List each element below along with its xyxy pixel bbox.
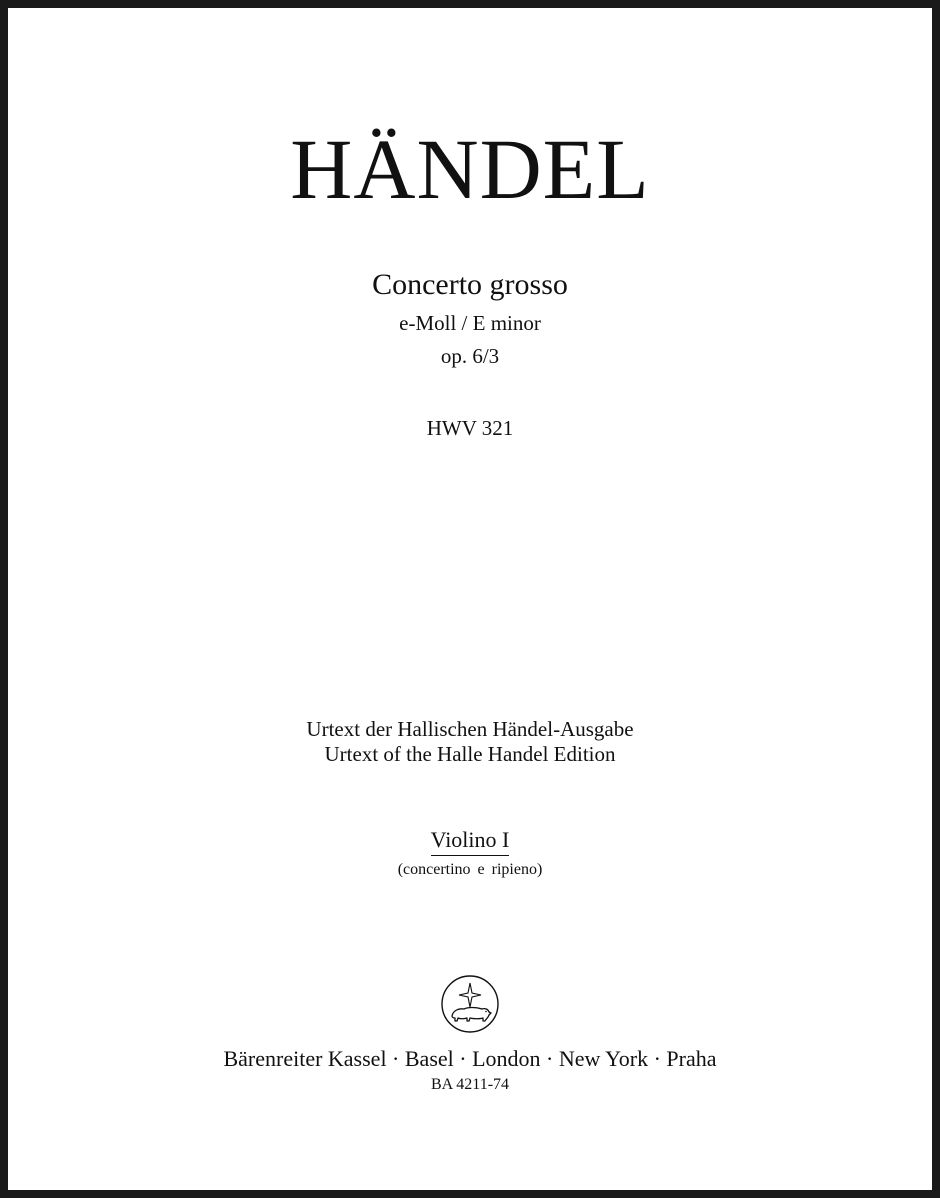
part-name xyxy=(8,829,932,856)
urtext-note-german: Urtext der Hallischen Händel-Ausgabe xyxy=(306,717,634,741)
catalogue-number: HWV 321 xyxy=(426,416,514,440)
publisher-line: Bärenreiter Kassel · Basel · London · New York · Praha xyxy=(223,1046,717,1071)
urtext-note-english: Urtext of the Halle Handel Edition xyxy=(324,742,616,766)
work-title: Concerto grosso xyxy=(372,268,568,301)
part-detail: (concertino e ripieno) xyxy=(397,861,543,878)
baerenreiter-bear-star-logo-icon xyxy=(440,974,500,1034)
composer-name: HÄNDEL xyxy=(290,121,650,217)
part-label: Violino I xyxy=(431,829,510,856)
opus-number: op. 6/3 xyxy=(440,344,500,368)
work-key: e-Moll / E minor xyxy=(399,311,541,335)
edition-number: BA 4211-74 xyxy=(430,1076,510,1093)
cover-page xyxy=(8,8,932,1190)
